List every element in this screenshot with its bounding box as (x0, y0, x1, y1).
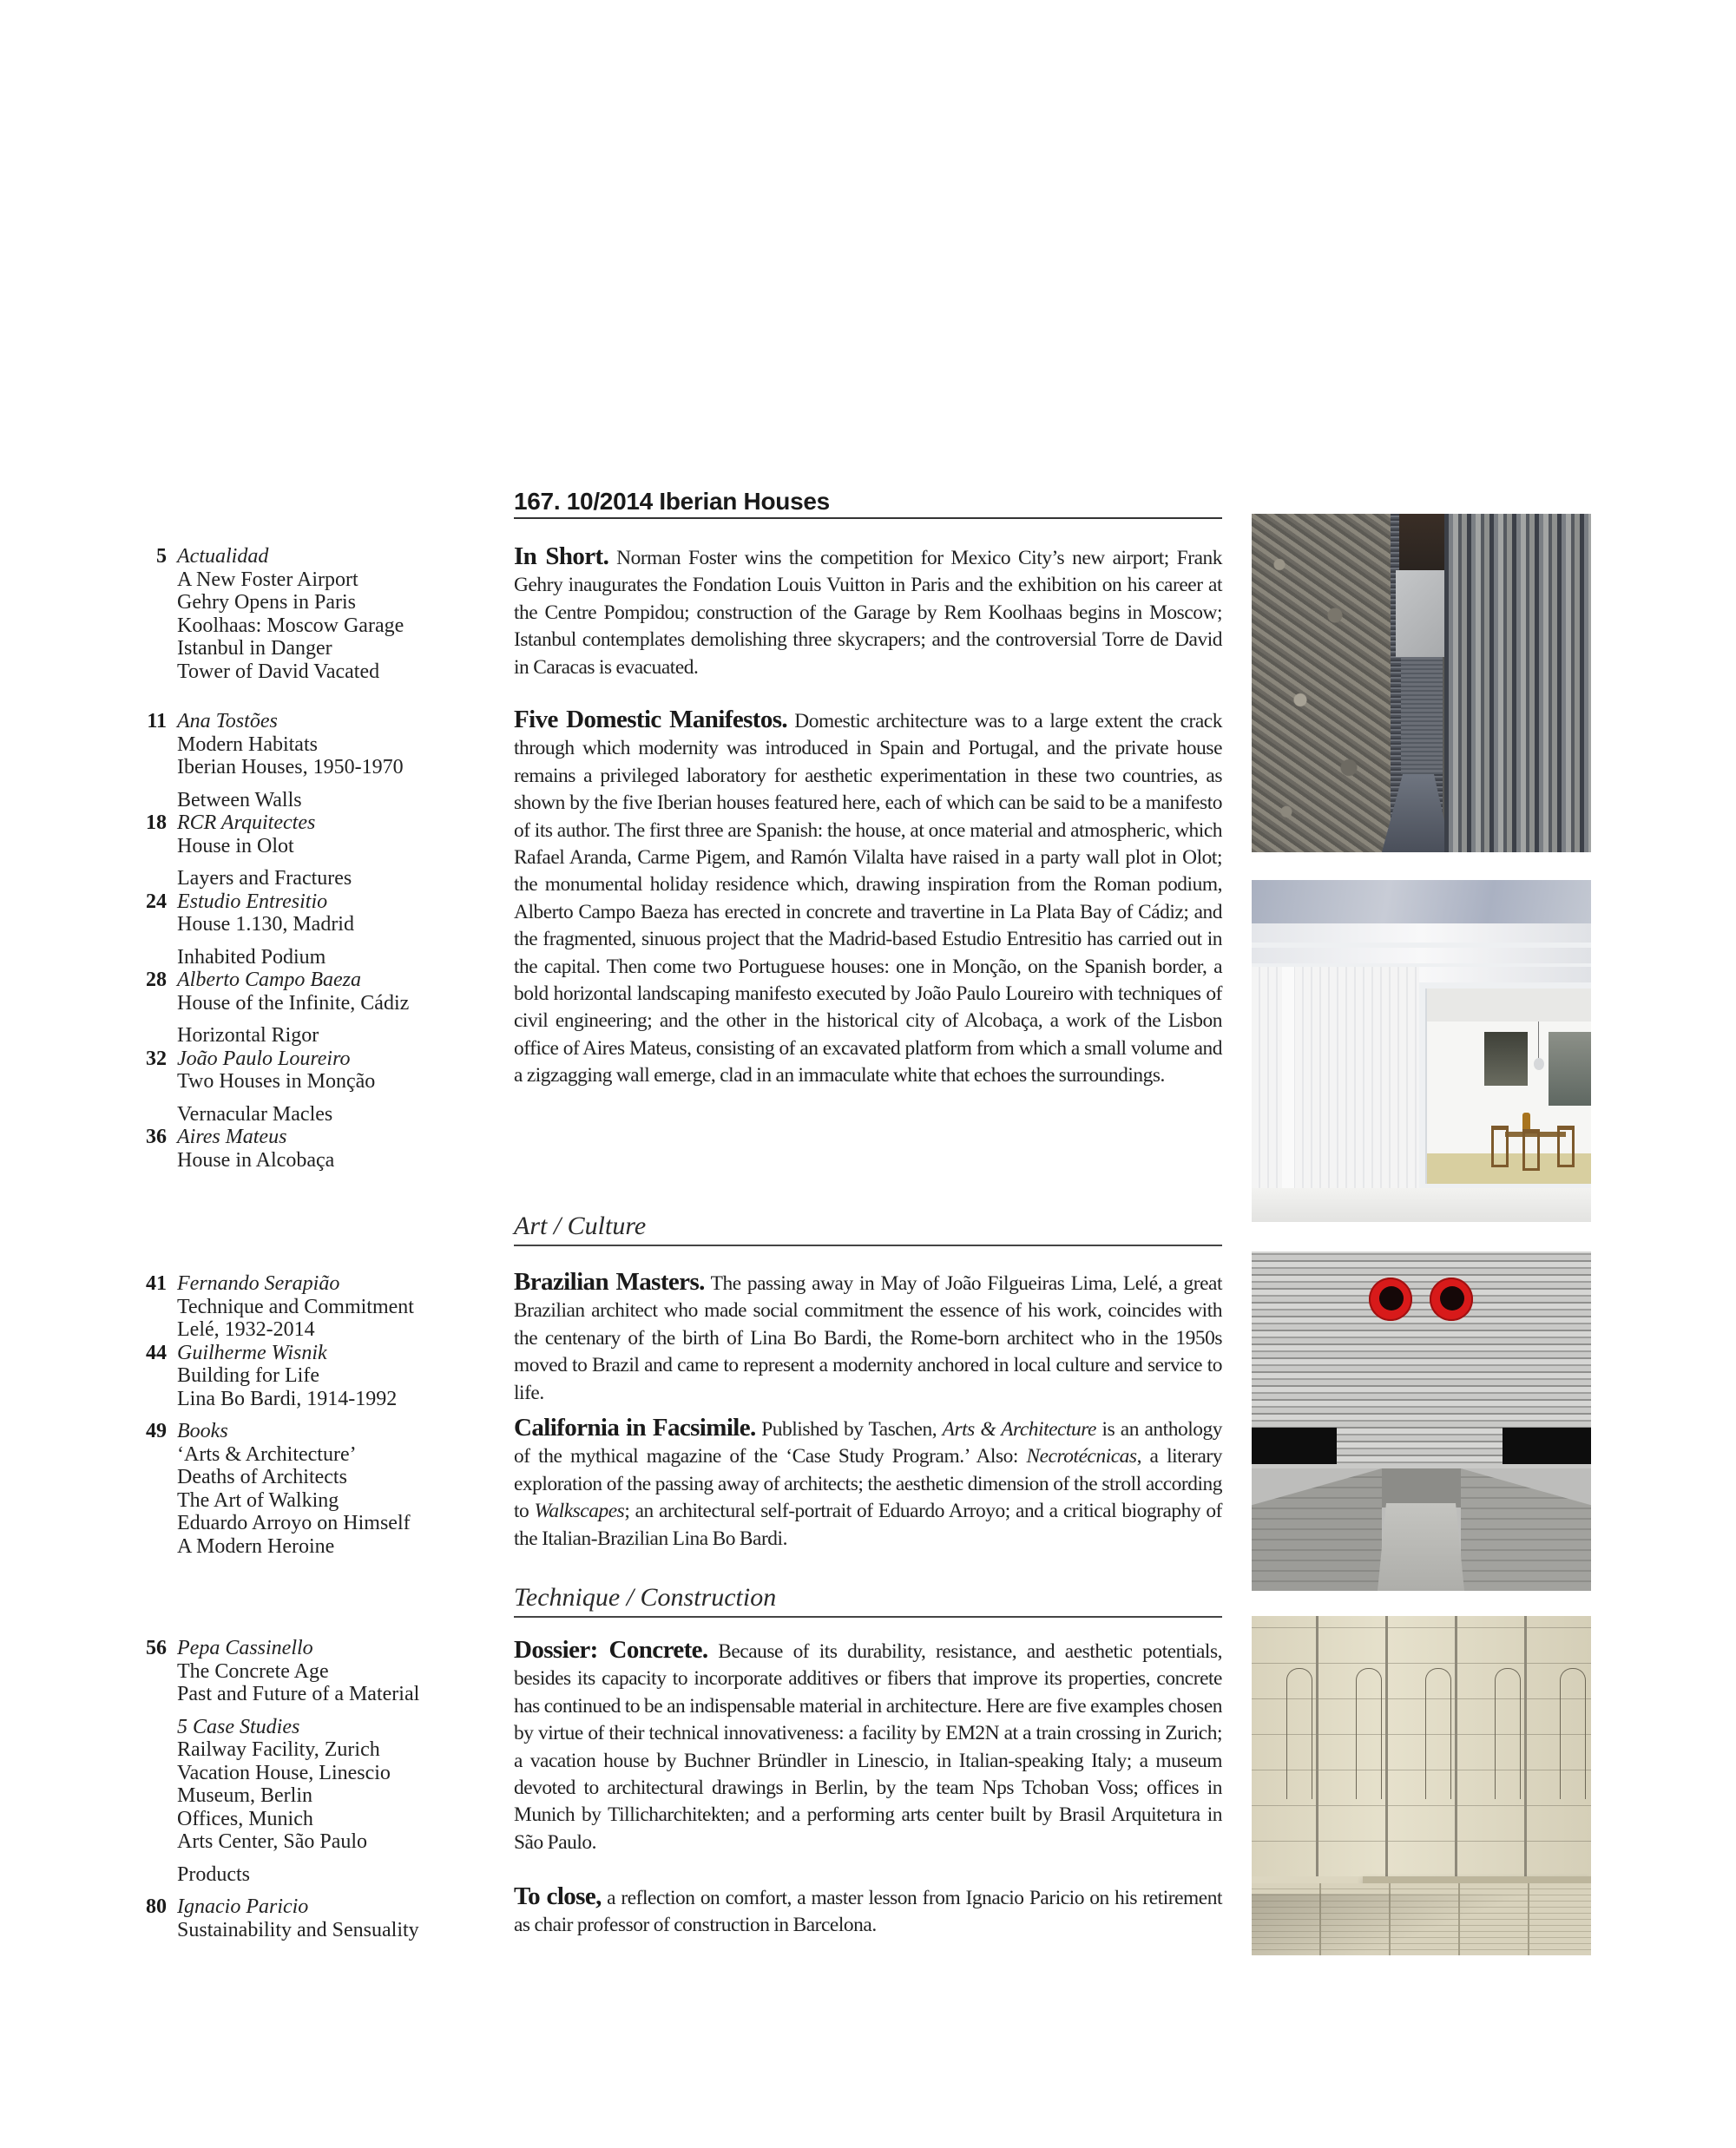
toc-title: Lina Bo Bardi, 1914-1992 (177, 1387, 398, 1410)
pergola-beam (1252, 948, 1591, 963)
toc-author: Ignacio Paricio (177, 1895, 309, 1918)
toc-spacer (130, 1706, 460, 1716)
toc-page-number: 56 (146, 1637, 167, 1659)
toc-title: Between Walls (177, 788, 302, 811)
toc-group-actualidad (130, 545, 460, 683)
back-parapet (1382, 1468, 1461, 1508)
toc-page-number: 36 (146, 1126, 167, 1148)
toc-row (146, 811, 460, 835)
toc-row (177, 835, 460, 858)
toc-row (177, 637, 460, 660)
toc-row (177, 1762, 460, 1785)
toc-entry[interactable] (130, 1716, 460, 1854)
patio-ground (1252, 1188, 1591, 1222)
ramp-parapet-left (1252, 1468, 1382, 1591)
text-segment: is an anthology of the mythical magazine of the ‘Case Study Program.’ Also: (514, 1418, 1222, 1468)
toc-row (177, 1364, 460, 1388)
toc-group-iberian-houses (130, 710, 460, 1172)
toc-title: Modern Habitats (177, 732, 318, 756)
toc-row (177, 1318, 460, 1342)
toc-author: RCR Arquitectes (177, 811, 316, 834)
toc-row (177, 660, 460, 684)
italic-title: Walkscapes (534, 1500, 625, 1523)
paragraph-lead: To close, (514, 1882, 602, 1910)
toc-title: Istanbul in Danger (177, 637, 332, 660)
toc-title: Products (177, 1862, 250, 1886)
toc-row (146, 1047, 460, 1071)
toc-spacer (130, 1886, 460, 1895)
toc-row (177, 946, 460, 969)
toc-row (177, 1660, 460, 1684)
pillar (1282, 967, 1294, 1222)
paragraph-lead: Dossier: Concrete. (514, 1636, 708, 1664)
toc-page-number: 44 (146, 1341, 167, 1364)
shadow (1252, 1894, 1591, 1955)
toc-page-number: 41 (146, 1272, 167, 1295)
toc-title: Koolhaas: Moscow Garage (177, 614, 404, 637)
toc-row (177, 568, 460, 592)
lamp-cord (1538, 1021, 1539, 1060)
paragraph-lead: Brazilian Masters. (514, 1268, 705, 1296)
toc-row (177, 1683, 460, 1706)
toc-title: House in Olot (177, 834, 294, 857)
dark-slot (1503, 1428, 1591, 1464)
text-segment: , a literary exploration of the passing away of architects; the aesthetic dimension of the stroll according to (514, 1445, 1222, 1523)
sky (1252, 880, 1591, 923)
toc-row (177, 614, 460, 638)
toc-page-number: 28 (146, 969, 167, 991)
italic-title: Arts & Architecture (942, 1418, 1096, 1441)
toc-title: Iberian Houses, 1950-1970 (177, 756, 404, 778)
red-circle-opening (1369, 1278, 1412, 1321)
toc-entry[interactable] (130, 789, 460, 858)
toc-row (156, 545, 460, 568)
toc-row (177, 1024, 460, 1048)
toc-row (177, 1808, 460, 1831)
toc-entry[interactable] (130, 946, 460, 1015)
toc-row (177, 1863, 460, 1887)
paragraph-in-short (514, 543, 1222, 681)
toc-title: Two Houses in Monção (177, 1070, 376, 1093)
chair (1522, 1129, 1540, 1171)
toc-title: Railway Facility, Zurich (177, 1738, 380, 1761)
toc-row (146, 1895, 460, 1919)
toc-row (146, 1341, 460, 1365)
dark-slot (1252, 1428, 1337, 1464)
toc-group-technique (130, 1637, 460, 1941)
toc-author: Ana Tostões (177, 710, 278, 732)
engraved-arch (1425, 1668, 1451, 1799)
ramp (1378, 1503, 1464, 1591)
toc-title: Vernacular Macles (177, 1102, 333, 1126)
toc-row (177, 733, 460, 757)
toc-entry[interactable] (130, 1863, 460, 1887)
section-header-art-culture: Art / Culture (514, 1210, 1222, 1246)
toc-row (177, 1738, 460, 1762)
paragraph-body: Norman Foster wins the competition for Mexico City’s new airport; Frank Gehry inaugurates the Fondation Louis Vuitton in Paris and the exhibition on his career at the Centre Pompidou; construction of the Garage by Rem Koolhaas begins in Moscow; Istanbul contemplates demolishing three skycrapers; and the controversial Torre de David in Caracas is evacuated. (514, 547, 1222, 679)
toc-row (146, 1637, 460, 1660)
toc-author: Alberto Campo Baeza (177, 969, 361, 991)
paragraph-body: a reflection on comfort, a master lesson from Ignacio Paricio on his retirement as chair professor of construction in Barcelona. (514, 1887, 1222, 1937)
text-segment: ; an architectural self-portrait of Eduardo Arroyo; and a critical biography of the Italian-Brazilian Lina Bo Bardi. (514, 1500, 1222, 1550)
toc-title: A Modern Heroine (177, 1534, 335, 1558)
toc-author: Pepa Cassinello (177, 1637, 313, 1659)
toc-author: João Paulo Loureiro (177, 1047, 351, 1070)
toc-row (146, 969, 460, 992)
toc-title: House 1.130, Madrid (177, 913, 354, 936)
toc-entry[interactable] (130, 867, 460, 936)
concrete-block (1396, 570, 1446, 657)
paragraph-body: The passing away in May of João Filgueiras Lima, Lelé, a great Brazilian architect who made social commitment the essence of his work, coincides with the centenary of the birth of Lina Bo Bardi, the Rome-born architect who in the 1950s moved to Brazil and came to represent a modernity anchored in local culture and service to life. (514, 1272, 1222, 1404)
toc-title: A New Foster Airport (177, 568, 358, 591)
toc-spacer (130, 1410, 460, 1420)
toc-row (177, 1466, 460, 1489)
toc-row (146, 890, 460, 914)
toc-row (177, 1388, 460, 1411)
toc-title: Deaths of Architects (177, 1466, 347, 1488)
toc-spacer (130, 779, 460, 789)
wood-ceiling (1399, 514, 1450, 570)
toc-row (146, 1126, 460, 1149)
toc-author: Fernando Serapião (177, 1272, 340, 1295)
toc-spacer (130, 936, 460, 946)
toc-row (147, 710, 460, 733)
toc-title: Past and Future of a Material (177, 1683, 420, 1705)
paragraph-brazilian-masters (514, 1269, 1222, 1407)
toc-page-number: 32 (146, 1047, 167, 1070)
engraved-arch (1356, 1668, 1382, 1799)
engraved-arch (1286, 1668, 1312, 1799)
red-circle-opening (1430, 1278, 1473, 1321)
toc-spacer (130, 1015, 460, 1024)
toc-entry[interactable] (130, 1272, 460, 1410)
toc-author: Guilherme Wisnik (177, 1341, 327, 1364)
toc-row (177, 992, 460, 1015)
toc-title: Inhabited Podium (177, 945, 326, 969)
toc-entry[interactable] (130, 1637, 460, 1706)
toc-page-number: 18 (146, 811, 167, 834)
toc-row (177, 1489, 460, 1513)
toc-row (177, 1296, 460, 1319)
toc-title: Horizontal Rigor (177, 1024, 319, 1047)
photo-engraved-concrete (1252, 1616, 1591, 1955)
italic-title: Necrotécnicas (1026, 1445, 1137, 1468)
toc-row (177, 1443, 460, 1467)
toc-title: House in Alcobaça (177, 1148, 335, 1172)
toc-entry[interactable] (130, 710, 460, 779)
toc-title: Offices, Munich (177, 1807, 313, 1830)
toc-author: 5 Case Studies (177, 1715, 300, 1738)
text-segment: Published by Taschen, (761, 1418, 943, 1441)
toc-title: Museum, Berlin (177, 1784, 312, 1807)
toc-title: ‘Arts & Architecture’ (177, 1442, 357, 1466)
toc-row (177, 1716, 460, 1739)
toc-row (146, 1272, 460, 1296)
issue-header: 167. 10/2014 Iberian Houses (514, 486, 1222, 519)
photo-rcr-corridor (1252, 514, 1591, 852)
toc-title: Eduardo Arroyo on Himself (177, 1512, 411, 1534)
toc-row (177, 1512, 460, 1535)
toc-spacer (130, 1854, 460, 1863)
toc-row (177, 1919, 460, 1942)
toc-author: Actualidad (177, 545, 269, 568)
toc-row (146, 1420, 460, 1443)
toc-title: The Concrete Age (177, 1659, 329, 1683)
toc-row (177, 1830, 460, 1854)
toc-author: Aires Mateus (177, 1126, 287, 1148)
toc-group-art-culture (130, 1272, 460, 1558)
toc-entry[interactable] (130, 1103, 460, 1173)
toc-author: Books (177, 1420, 228, 1442)
paragraph-lead: In Short. (514, 542, 609, 570)
toc-spacer (130, 857, 460, 867)
toc-title: Layers and Fractures (177, 867, 352, 890)
toc-title: The Art of Walking (177, 1488, 339, 1512)
paragraph-lead: Five Domestic Manifestos. (514, 706, 788, 733)
toc-page-number: 5 (156, 545, 167, 568)
toc-entry[interactable] (130, 1895, 460, 1941)
toc-title: Building for Life (177, 1364, 319, 1387)
photo-concrete-red-circles (1252, 1251, 1591, 1591)
ramp-parapet-right (1461, 1468, 1591, 1591)
pergola-beam (1252, 923, 1591, 943)
toc-page-number: 24 (146, 890, 167, 913)
toc-title: Tower of David Vacated (177, 660, 380, 683)
toc-author: Estudio Entresitio (177, 890, 328, 913)
toc-row (177, 913, 460, 936)
toc-row (177, 789, 460, 812)
back-wall (1401, 657, 1443, 774)
paragraph-body: Domestic architecture was to a large extent the crack through which modernity was introduced in Spain and Portugal, and the private house remains a privileged laboratory for aesthetic experimentation in these two countries, as shown by the five Iberian houses featured here, each of which can be said to be a manifesto of its author. The first three are Spanish: the house, at once material and atmospheric, which Rafael Aranda, Carme Pigem, and Ramón Vilalta have raised in a party wall plot in Olot; the monumental holiday residence which, drawing inspiration from the Roman podium, Alberto Campo Baeza has erected in concrete and travertine in La Plata Bay of Cádiz; and the fragmented, sinuous project that the Madrid-based Estudio Entresitio has carried out in the capital. Then come two Portuguese houses: one in Monção, on the Spanish border, a bold horizontal landscaping manifesto executed by João Paulo Loureiro with techniques of civil engineering; and the other in the historical city of Alcobaça, a work of the Lisbon office of Aires Mateus, consisting of an excavated platform from which a small volume and a zigzagging wall emerge, clad in an immaculate white that echoes the surroundings. (514, 710, 1222, 1087)
toc-title: Sustainability and Sensuality (177, 1918, 419, 1941)
paragraph-body: Because of its durability, resistance, and aesthetic potentials, besides its capacity to incorporate additives or fibers that improve its properties, concrete has continued to be an indispensable material in architecture. Here are five examples chosen by virtue of their technical innovativeness: a facility by EM2N at a train crossing in Zurich; a vacation house by Buchner Bründler in Linescio, in Italian-speaking Italy; a museum devoted to architectural drawings in Berlin, by the team Nps Tchoban Voss; offices in Munich by Tillicharchitekten; and a performing arts center built by Brasil Arquitetura in São Paulo. (514, 1640, 1222, 1854)
room-ceiling (1427, 989, 1591, 1021)
window (1549, 1032, 1591, 1106)
toc-page-number: 49 (146, 1420, 167, 1442)
toc-entry[interactable] (130, 545, 460, 683)
ledge (1363, 1876, 1591, 1883)
toc-title: Arts Center, São Paulo (177, 1830, 368, 1853)
toc-row (177, 756, 460, 779)
window (1484, 1032, 1528, 1086)
metal-slats (1444, 514, 1591, 852)
engraved-arch (1560, 1668, 1586, 1799)
section-header-technique-construction: Technique / Construction (514, 1581, 1222, 1618)
pendant-lamp (1534, 1058, 1544, 1070)
toc-row (177, 1535, 460, 1559)
glazed-room (1425, 989, 1591, 1184)
toc-row (177, 1103, 460, 1127)
engraved-arch (1495, 1668, 1521, 1799)
toc-page-number: 80 (146, 1895, 167, 1918)
chair (1491, 1126, 1509, 1167)
toc-entry[interactable] (130, 1024, 460, 1094)
toc-page-number: 11 (147, 710, 167, 732)
toc-title: Technique and Commitment (177, 1295, 414, 1318)
toc-row (177, 1149, 460, 1173)
white-wall (1252, 967, 1419, 1222)
paragraph-california-in-facsimile (514, 1415, 1222, 1553)
photo-white-house (1252, 880, 1591, 1222)
paragraph-to-close (514, 1883, 1222, 1940)
toc-title: Gehry Opens in Paris (177, 591, 356, 614)
paragraph-lead: California in Facsimile. (514, 1414, 756, 1442)
toc-entry[interactable] (130, 1420, 460, 1558)
paragraph-dossier-concrete (514, 1637, 1222, 1856)
toc-title: Lelé, 1932-2014 (177, 1318, 315, 1341)
chair (1557, 1126, 1575, 1167)
toc-title: Vacation House, Linescio (177, 1761, 391, 1784)
toc-spacer (130, 1094, 460, 1103)
toc-row (177, 1784, 460, 1808)
toc-row (177, 591, 460, 614)
stone-wall (1252, 514, 1391, 852)
paragraph-five-domestic-manifestos (514, 706, 1222, 1090)
toc-title: House of the Infinite, Cádiz (177, 991, 410, 1015)
toc-row (177, 867, 460, 890)
toc-row (177, 1070, 460, 1094)
